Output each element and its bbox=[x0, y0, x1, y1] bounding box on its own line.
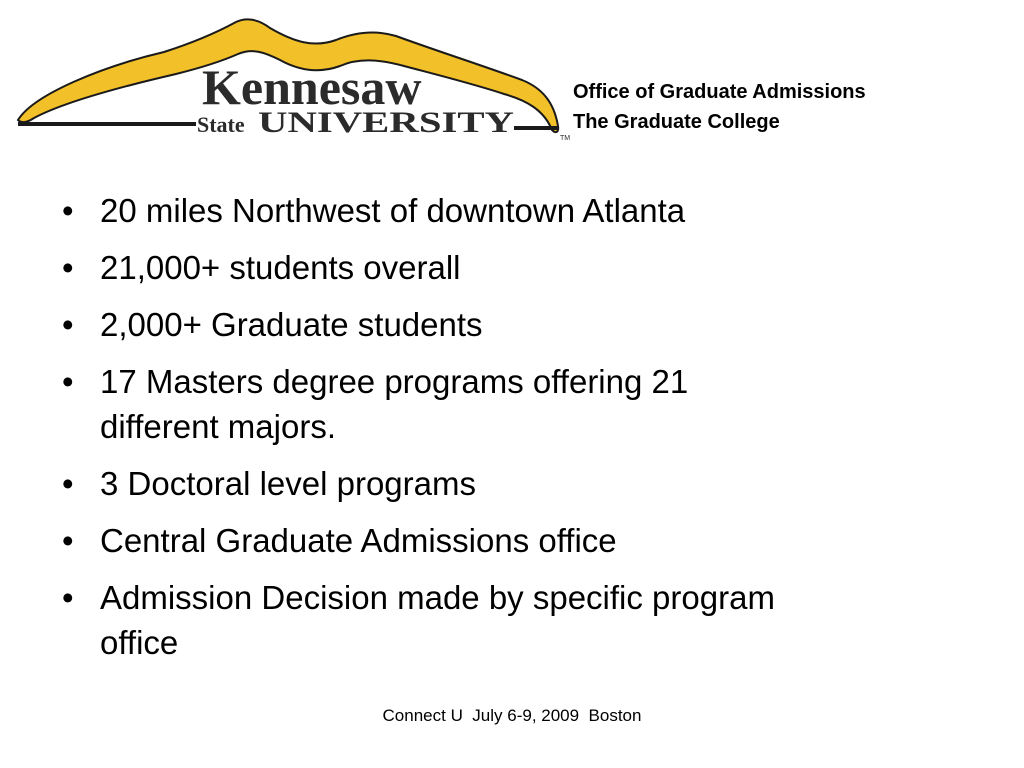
college-name: The Graduate College bbox=[573, 111, 780, 133]
bullet-item bbox=[60, 518, 960, 563]
bullet-item bbox=[60, 245, 960, 290]
logo-trademark-text: TM bbox=[560, 135, 571, 142]
logo-university-text: UNIVERSITY bbox=[258, 106, 515, 139]
bullet-icon: • bbox=[62, 363, 74, 400]
bullet-icon: • bbox=[62, 579, 74, 616]
slide-footer: Connect U July 6-9, 2009 Boston bbox=[382, 706, 642, 725]
bullet-text: Admission Decision made by specific program bbox=[100, 579, 775, 616]
bullet-item bbox=[60, 359, 960, 449]
bullet-text: 2,000+ Graduate students bbox=[100, 306, 483, 343]
bullet-list bbox=[60, 188, 960, 677]
bullet-item bbox=[60, 461, 960, 506]
bullet-icon: • bbox=[62, 522, 74, 559]
bullet-item bbox=[60, 575, 960, 665]
logo-kennesaw-text: Kennesaw bbox=[202, 59, 422, 115]
bullet-text-continuation: office bbox=[100, 624, 179, 661]
bullet-icon: • bbox=[62, 465, 74, 502]
office-name: Office of Graduate Admissions bbox=[573, 81, 866, 103]
bullet-text: 3 Doctoral level programs bbox=[100, 465, 476, 502]
bullet-icon: • bbox=[62, 192, 74, 229]
office-heading bbox=[573, 77, 866, 137]
bullet-text: Central Graduate Admissions office bbox=[100, 522, 617, 559]
logo-state-text: State bbox=[197, 112, 245, 137]
bullet-icon: • bbox=[62, 249, 74, 286]
kennesaw-state-university-logo bbox=[14, 14, 574, 159]
bullet-text-continuation: different majors. bbox=[100, 408, 336, 445]
bullet-item bbox=[60, 188, 960, 233]
bullet-text: 20 miles Northwest of downtown Atlanta bbox=[100, 192, 686, 229]
bullet-text: 17 Masters degree programs offering 21 bbox=[100, 363, 689, 400]
bullet-item bbox=[60, 302, 960, 347]
bullet-icon: • bbox=[62, 306, 74, 343]
bullet-text: 21,000+ students overall bbox=[100, 249, 461, 286]
